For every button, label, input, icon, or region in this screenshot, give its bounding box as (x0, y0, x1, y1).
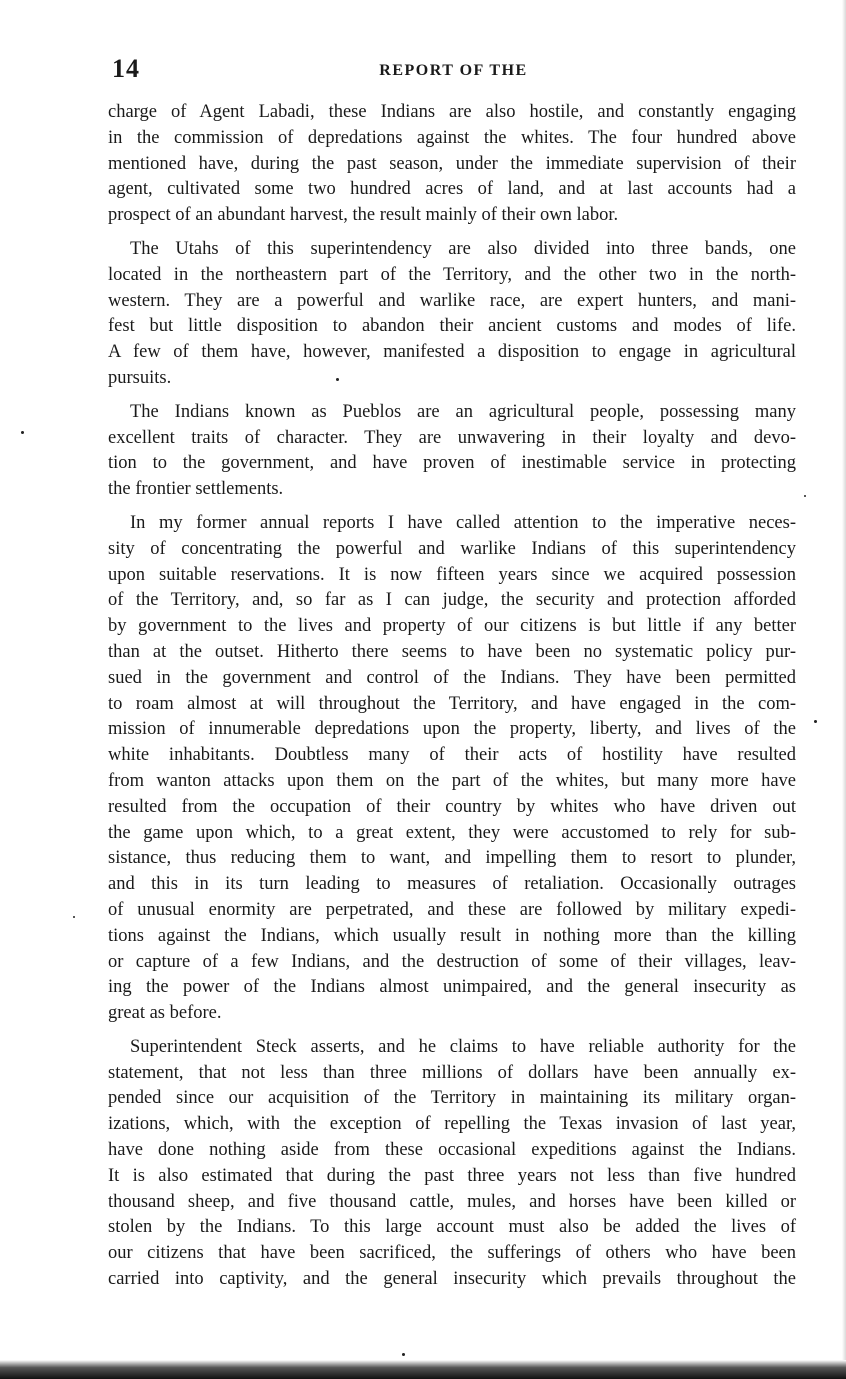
text-line: of the Territory, and, so far as I can judge, the security and protection afforded (108, 590, 796, 611)
text-line: Superintendent Steck asserts, and he claims to have reliable authority for the (130, 1036, 796, 1057)
text-line: agent, cultivated some two hundred acres of land, and at last accounts had a (108, 179, 796, 200)
page-bottom-edge (0, 1360, 846, 1379)
text-line: In my former annual reports I have called attention to the imperative neces- (130, 512, 796, 533)
text-line: western. They are a powerful and warlike race, are expert hunters, and mani- (108, 290, 796, 311)
page-number: 14 (112, 54, 140, 83)
running-head: REPORT OF THE (379, 62, 528, 79)
text-line: prospect of an abundant harvest, the result mainly of their own labor. (108, 205, 619, 226)
text-line: white inhabitants. Doubtless many of their acts of hostility have resulted (108, 745, 796, 766)
page-edge-shadow (842, 0, 846, 1379)
text-line: sistance, thus reducing them to want, and impelling them to resort to plunder, (108, 848, 796, 869)
text-line: our citizens that have been sacrificed, the sufferings of others who have been (108, 1243, 796, 1264)
paragraph (108, 237, 796, 392)
text-line: pended since our acquisition of the Territory in maintaining its military organ- (108, 1088, 796, 1109)
text-line: carried into captivity, and the general insecurity which prevails throughout the (108, 1269, 796, 1290)
text-line: It is also estimated that during the past three years not less than five hundred (108, 1165, 796, 1186)
text-line: the frontier settlements. (108, 479, 284, 500)
print-speck (804, 495, 806, 497)
print-speck (336, 378, 339, 381)
print-speck (73, 916, 75, 918)
paragraph (108, 400, 796, 503)
text-line: by government to the lives and property of our citizens is but little if any better (108, 616, 796, 637)
print-speck (21, 431, 24, 434)
paragraph (108, 1035, 796, 1293)
text-line: ing the power of the Indians almost unimpaired, and the general insecurity as (108, 977, 796, 998)
text-line: sued in the government and control of the Indians. They have been permitted (108, 667, 796, 688)
text-line: mentioned have, during the past season, under the immediate supervision of their (108, 153, 796, 174)
text-line: or capture of a few Indians, and the destruction of some of their villages, leav- (108, 951, 796, 972)
text-line: than at the outset. Hitherto there seems to have been no systematic policy pur- (108, 641, 796, 662)
body-text (108, 100, 796, 1301)
text-line: The Indians known as Pueblos are an agricultural people, possessing many (130, 401, 796, 422)
text-line: and this in its turn leading to measures of retaliation. Occasionally outrages (108, 874, 796, 895)
text-line: from wanton attacks upon them on the part of the whites, but many more have (108, 770, 796, 791)
text-line: thousand sheep, and five thousand cattle, mules, and horses have been killed or (108, 1191, 796, 1212)
text-line: resulted from the occupation of their country by whites who have driven out (108, 796, 796, 817)
text-line: mission of innumerable depredations upon the property, liberty, and lives of the (108, 719, 796, 740)
text-line: The Utahs of this superintendency are also divided into three bands, one (130, 238, 796, 259)
print-speck (402, 1353, 405, 1356)
paragraph (108, 511, 796, 1027)
text-line: tion to the government, and have proven of inestimable service in protecting (108, 453, 796, 474)
text-line: great as before. (108, 1003, 222, 1024)
text-line: have done nothing aside from these occasional expeditions against the Indians. (108, 1140, 796, 1161)
text-line: A few of them have, however, manifested a disposition to engage in agricultural (108, 342, 796, 363)
text-line: in the commission of depredations against the whites. The four hundred above (108, 127, 796, 148)
text-line: the game upon which, to a great extent, they were accustomed to rely for sub- (108, 822, 796, 843)
text-line: fest but little disposition to abandon their ancient customs and modes of life. (108, 316, 796, 337)
text-line: located in the northeastern part of the Territory, and the other two in the north- (108, 264, 796, 285)
text-line: pursuits. (108, 367, 172, 388)
paragraph (108, 100, 796, 229)
text-line: of unusual enormity are perpetrated, and these are followed by military expedi- (108, 899, 796, 920)
print-speck (814, 720, 817, 723)
text-line: to roam almost at will throughout the Territory, and have engaged in the com- (108, 693, 796, 714)
text-line: upon suitable reservations. It is now fifteen years since we acquired possession (108, 564, 796, 585)
text-line: tions against the Indians, which usually result in nothing more than the killing (108, 925, 796, 946)
text-line: charge of Agent Labadi, these Indians are also hostile, and constantly engaging (108, 102, 796, 122)
text-line: statement, that not less than three millions of dollars have been annually ex- (108, 1062, 796, 1083)
text-line: izations, which, with the exception of repelling the Texas invasion of last year, (108, 1114, 796, 1135)
text-line: stolen by the Indians. To this large account must also be added the lives of (108, 1217, 796, 1238)
text-line: excellent traits of character. They are unwavering in their loyalty and devo- (108, 427, 796, 448)
text-line: sity of concentrating the powerful and warlike Indians of this superintendency (108, 538, 796, 559)
